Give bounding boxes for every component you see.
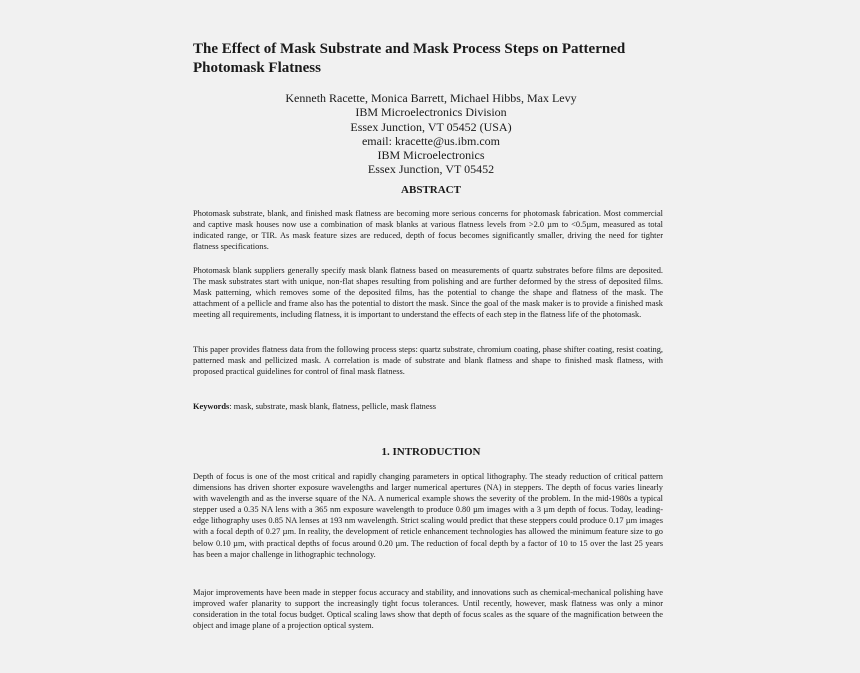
introduction-paragraph: Depth of focus is one of the most critical and rapidly changing parameters in optical lithography. The steady reduction of critical pattern dimensions has driven shorter exposure wavelengths and larger numerical apertures (NA) in steppers. The depth of focus varies linearly with wavelength and as the inverse square of the NA. A numerical example shows the severity of the problem. In the mid-1980s a typical stepper used a 0.35 NA lens with a 365 nm exposure wavelength to produce 0.80 µm images with a 3 µm depth of focus. Today, leading-edge lithography uses 0.85 NA lenses at 193 nm wavelength. Strict scaling would predict that these steppers could produce 0.17 µm images with a focal depth of 0.27 µm. In reality, the development of reticle enhancement technologies has allowed the minimum feature size to go below 0.10 µm, with practical depths of focus around 0.20 µm. The reduction of focal depth by a factor of 10 to 15 over the last 25 years has been a major challenge in lithographic technology. <box>193 472 663 559</box>
author-email: email: kracette@us.ibm.com <box>361 133 500 148</box>
keywords-line <box>193 401 663 412</box>
paper-title: The Effect of Mask Substrate and Mask Process Steps on Patterned Photomask Flatness <box>193 41 626 76</box>
abstract-paragraph: Photomask blank suppliers generally specify mask blank flatness based on measurements of quartz substrates before films are deposited. The mask substrates start with unique, non-flat shapes resulting from polishing and are further deformed by the stress of deposited films. Mask patterning, which removes some of the deposited films, has the potential to change the shape and flatness of the mask. The attachment of a pellicle and frame also has the potential to distort the mask. Since the goal of the mask maker is to provide a finished mask meeting all requirements, including flatness, it is important to understand the effects of each step in the flatness life of the photomask. <box>193 266 663 320</box>
abstract-heading: ABSTRACT <box>401 184 461 196</box>
author-address: Essex Junction, VT 05452 (USA) <box>350 119 512 134</box>
author-address-2: Essex Junction, VT 05452 <box>367 162 495 177</box>
author-block <box>193 91 669 177</box>
keywords-text: : mask, substrate, mask blank, flatness, pellicle, mask flatness <box>229 402 437 411</box>
keywords-label: Keywords <box>193 402 230 411</box>
introduction-paragraph: Major improvements have been made in stepper focus accuracy and stability, and innovations such as chemical-mechanical polishing have improved wafer planarity to support the increasingly tight focus tolerances. Until recently, however, mask flatness was only a minor consideration in the total focus budget. Optical scaling laws show that depth of focus scales as the square of the magnification between the object and image plane of a projection optical system. <box>193 588 663 631</box>
abstract-paragraph: Photomask substrate, blank, and finished mask flatness are becoming more serious concerns for photomask fabrication. Most commercial and captive mask houses now use a combination of mask blanks at various flatness levels from >2.0 µm to <0.5µm, measured as total indicated range, or TIR. As mask feature sizes are reduced, depth of focus becomes significantly smaller, driving the need for tighter flatness specifications. <box>193 209 663 252</box>
author-names: Kenneth Racette, Monica Barrett, Michael Hibbs, Max Levy <box>285 91 577 105</box>
abstract-paragraph: This paper provides flatness data from the following process steps: quartz substrate, chromium coating, phase shifter coating, resist coating, patterned mask and pellicized mask. A correlation is made of substrate and blank flatness and shape to finished mask flatness, with proposed practical guidelines for control of final mask flatness. <box>193 345 663 377</box>
author-affiliation-2: IBM Microelectronics <box>377 148 485 163</box>
author-affiliation: IBM Microelectronics Division <box>355 105 507 120</box>
introduction-heading: 1. INTRODUCTION <box>381 446 481 458</box>
